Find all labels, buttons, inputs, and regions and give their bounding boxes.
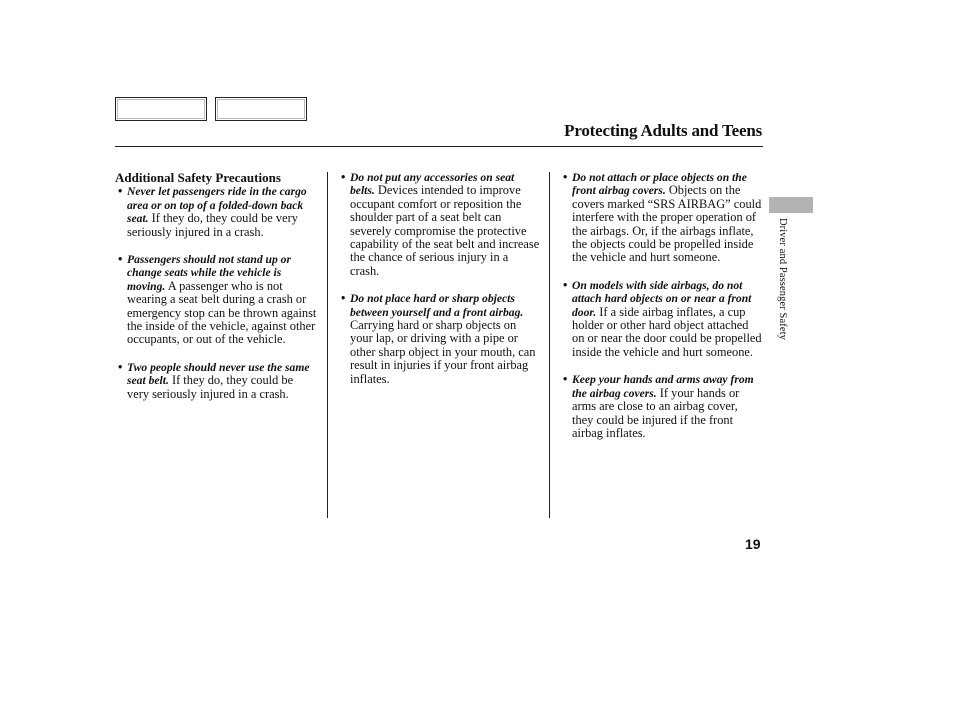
bullet-icon: •: [341, 291, 346, 306]
column-1: [115, 171, 317, 415]
nav-button-next[interactable]: [215, 97, 307, 121]
list-item: [560, 279, 762, 359]
item-lead: Do not attach or place objects on the front airbag covers.: [572, 171, 747, 198]
item-body: Carrying hard or sharp objects on your lap, or driving with a pipe or other sharp object in your mouth, can result in injuries if your front airbag inflates.: [350, 318, 536, 386]
bullet-icon: •: [563, 372, 568, 387]
item-body: A passenger who is not wearing a seat belt during a crash or emergency stop can be thrown against the inside of the vehicle, against other occupants, or out of the vehicle.: [127, 278, 317, 347]
column-2: [338, 171, 540, 400]
item-lead: Passengers should not stand up or change seats while the vehicle is moving.: [127, 253, 291, 293]
section-label: Driver and Passenger Safety: [777, 218, 788, 340]
item-body: If a side airbag inflates, a cup holder or other hard object attached on or near the door could be propelled inside the vehicle and hurt someone.: [572, 304, 762, 359]
list-item: [560, 373, 762, 440]
column-divider: [327, 172, 328, 518]
item-body: If they do, they could be very seriously injured in a crash.: [127, 373, 294, 401]
column-3: [560, 171, 762, 454]
bullet-icon: •: [118, 184, 123, 199]
nav-button-previous[interactable]: [115, 97, 207, 121]
bullet-icon: •: [563, 277, 568, 292]
header-divider: [115, 146, 763, 147]
bullet-icon: •: [341, 170, 346, 184]
list-item: [338, 171, 540, 278]
list-item: [115, 253, 317, 347]
page-number: 19: [745, 536, 761, 552]
list-item: [115, 361, 317, 401]
item-lead: Never let passengers ride in the cargo area or on top of a folded-down back seat.: [127, 185, 307, 226]
item-body: If they do, they could be very seriously injured in a crash.: [127, 211, 298, 239]
item-body: Devices intended to improve occupant comfort or reposition the shoulder part of a seat belt can severely compromise the protective capability of the seat belt and increase the chance of serious injury in a crash.: [350, 183, 540, 278]
item-lead: On models with side airbags, do not attach hard objects on or near a front door.: [572, 278, 752, 319]
list-item: [338, 292, 540, 386]
item-body: If your hands or arms are close to an airbag cover, they could be injured if the front airbag inflates.: [572, 385, 740, 440]
bullet-icon: •: [118, 359, 123, 374]
item-lead: Keep your hands and arms away from the airbag covers.: [572, 373, 754, 400]
section-tab[interactable]: [769, 197, 813, 213]
list-item: [560, 171, 762, 265]
item-lead: Do not place hard or sharp objects between yourself and a front airbag.: [350, 292, 524, 319]
list-item: [115, 185, 317, 239]
bullet-icon: •: [563, 170, 568, 184]
item-body: Objects on the covers marked “SRS AIRBAG” could interfere with the proper operation of the airbags. Or, if the airbags inflate, the objects could be propelled inside the vehicle and hurt someone.: [572, 183, 762, 265]
page-title: Protecting Adults and Teens: [564, 121, 762, 140]
item-lead: Two people should never use the same seat belt.: [127, 360, 310, 388]
column-divider: [549, 172, 550, 518]
item-lead: Do not put any accessories on seat belts.: [350, 171, 515, 198]
bullet-icon: •: [118, 252, 123, 267]
section-heading: Additional Safety Precautions: [115, 170, 281, 185]
